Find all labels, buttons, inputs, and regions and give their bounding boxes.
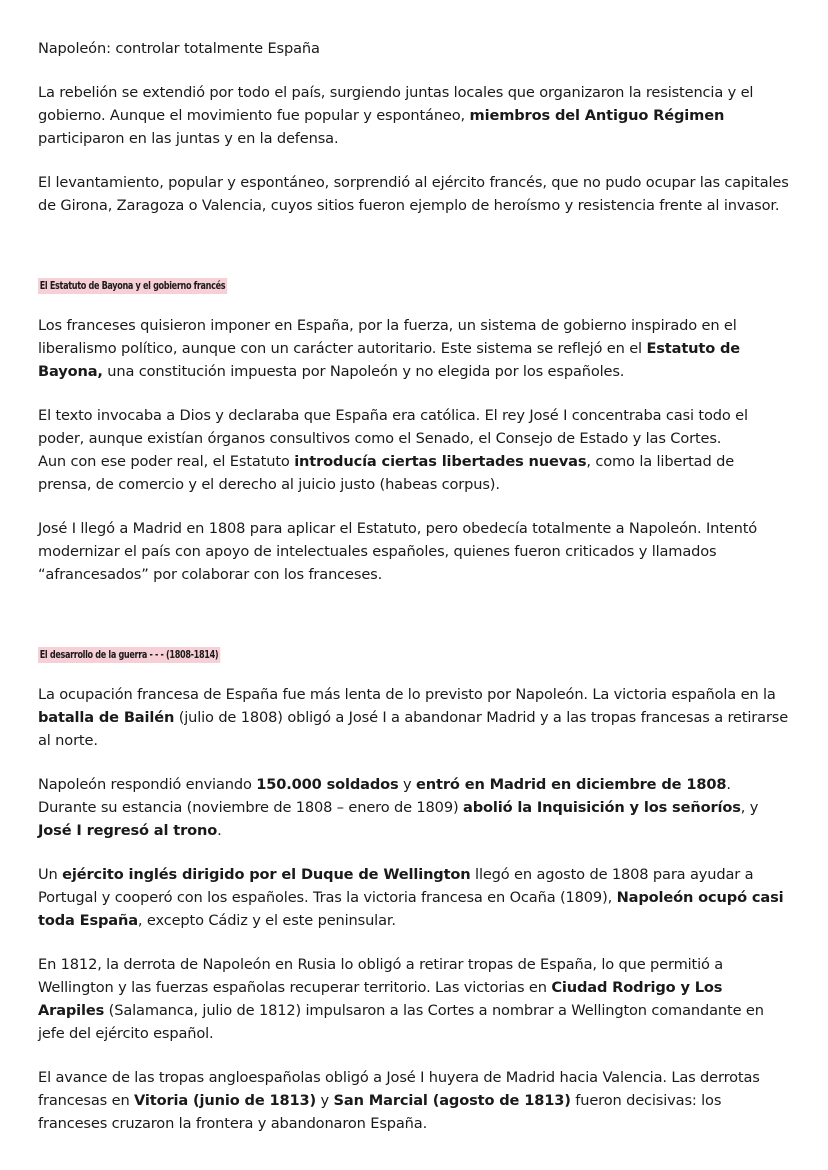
section-heading-bayona-wrap	[38, 274, 790, 294]
intro-paragraph-levantamiento: El levantamiento, popular y espontáneo, sorprendió al ejército francés, que no pudo ocupar las capitales de Girona, Zaragoza o Valencia, cuyos sitios fueron ejemplo de heroísmo y resistencia frente al invasor.	[38, 174, 789, 214]
text-run: Aun con ese poder real, el Estatuto	[38, 453, 295, 470]
text-run: llegó en agosto de 1808 para ayudar a Portugal y cooperó con los españoles. Tras la victoria francesa en Ocaña (1809),	[38, 866, 754, 906]
text-run: La rebelión se extendió por todo el país, surgiendo juntas locales que organizaron la resistencia y el gobierno. Aunque el movimiento fue popular y espontáneo,	[38, 84, 754, 124]
bold-run: abolió la Inquisición y los señoríos	[463, 799, 741, 816]
section-heading-bayona: El Estatuto de Bayona y el gobierno francés	[39, 280, 226, 292]
text-run: La ocupación francesa de España fue más lenta de lo previsto por Napoleón. La victoria española en la	[38, 686, 776, 703]
text-run: (julio de 1808) obligó a José I a abandonar Madrid y a las tropas francesas a retirarse al norte.	[38, 709, 789, 749]
text-run: participaron en las juntas y en la defensa.	[38, 130, 339, 147]
bold-run: entró en Madrid en diciembre de 1808	[416, 776, 727, 793]
text-run: . Durante su estancia (noviembre de 1808 – enero de 1809)	[38, 776, 731, 816]
text-run: , como la libertad de prensa, de comercio y el derecho al juicio justo (habeas corpus).	[38, 453, 735, 493]
bayona-paragraph-3: José I llegó a Madrid en 1808 para aplicar el Estatuto, pero obedecía totalmente a Napoleón. Intentó modernizar el país con apoyo de intelectuales españoles, quienes fueron criticados y llamados “afrancesados” por colaborar con los franceses.	[38, 520, 758, 583]
guerra-paragraph-2	[38, 773, 790, 842]
guerra-paragraph-4	[38, 953, 790, 1045]
text-run: una constitución impuesta por Napoleón y no elegida por los españoles.	[102, 363, 625, 380]
text-run: .	[217, 822, 222, 839]
guerra-paragraph-3	[38, 863, 790, 932]
text-run: En 1812, la derrota de Napoleón en Rusia lo obligó a retirar tropas de España, lo que permitió a Wellington y las fuerzas españolas recuperar territorio. Las victorias en	[38, 956, 724, 996]
bold-run: batalla de Bailén	[38, 709, 175, 726]
text-run: Napoleón respondió enviando	[38, 776, 257, 793]
bold-run: miembros del Antiguo Régimen	[469, 107, 725, 124]
text-run: (Salamanca, julio de 1812) impulsaron a las Cortes a nombrar a Wellington comandante en jefe del ejército español.	[38, 1002, 764, 1042]
text-run: El avance de las tropas angloespañolas obligó a José I huyera de Madrid hacia Valencia. Las derrotas francesas en	[38, 1069, 760, 1109]
text-run: , excepto Cádiz y el este peninsular.	[137, 912, 396, 929]
bold-run: Napoleón ocupó casi toda España	[38, 889, 784, 929]
intro-line: Napoleón: controlar totalmente España	[38, 40, 320, 57]
bayona-paragraph-1	[38, 314, 790, 383]
text-run: y	[316, 1092, 334, 1109]
intro-paragraph-juntas	[38, 81, 790, 150]
bold-run: Vitoria (junio de 1813)	[134, 1092, 317, 1109]
guerra-paragraph-5	[38, 1066, 790, 1135]
section-heading-guerra: El desarrollo de la guerra - - - (1808-1814)	[39, 649, 219, 661]
bold-run: 150.000 soldados	[256, 776, 399, 793]
text-run: El texto invocaba a Dios y declaraba que España era católica. El rey José I concentraba casi todo el poder, aunque existían órganos consultivos como el Senado, el Consejo de Estado y las Cortes.	[38, 407, 748, 447]
document-page	[38, 37, 790, 1135]
bold-run: introducía ciertas libertades nuevas	[294, 453, 587, 470]
text-run: Los franceses quisieron imponer en España, por la fuerza, un sistema de gobierno inspirado en el liberalismo político, aunque con un carácter autoritario. Este sistema se reflejó en el	[38, 317, 737, 357]
section-heading-guerra-wrap	[38, 643, 790, 663]
guerra-paragraph-1	[38, 683, 790, 752]
bayona-paragraph-2	[38, 404, 790, 496]
text-run: Un	[38, 866, 63, 883]
bold-run: ejército inglés dirigido por el Duque de Wellington	[62, 866, 471, 883]
text-run: , y	[740, 799, 759, 816]
bold-run: Estatuto de Bayona,	[38, 340, 741, 380]
text-run: fueron decisivas: los franceses cruzaron la frontera y abandonaron España.	[38, 1092, 722, 1132]
text-run: y	[398, 776, 417, 793]
bold-run: Ciudad Rodrigo y Los Arapiles	[38, 979, 723, 1019]
bold-run: San Marcial (agosto de 1813)	[333, 1092, 571, 1109]
bold-run: José I regresó al trono	[38, 822, 218, 839]
